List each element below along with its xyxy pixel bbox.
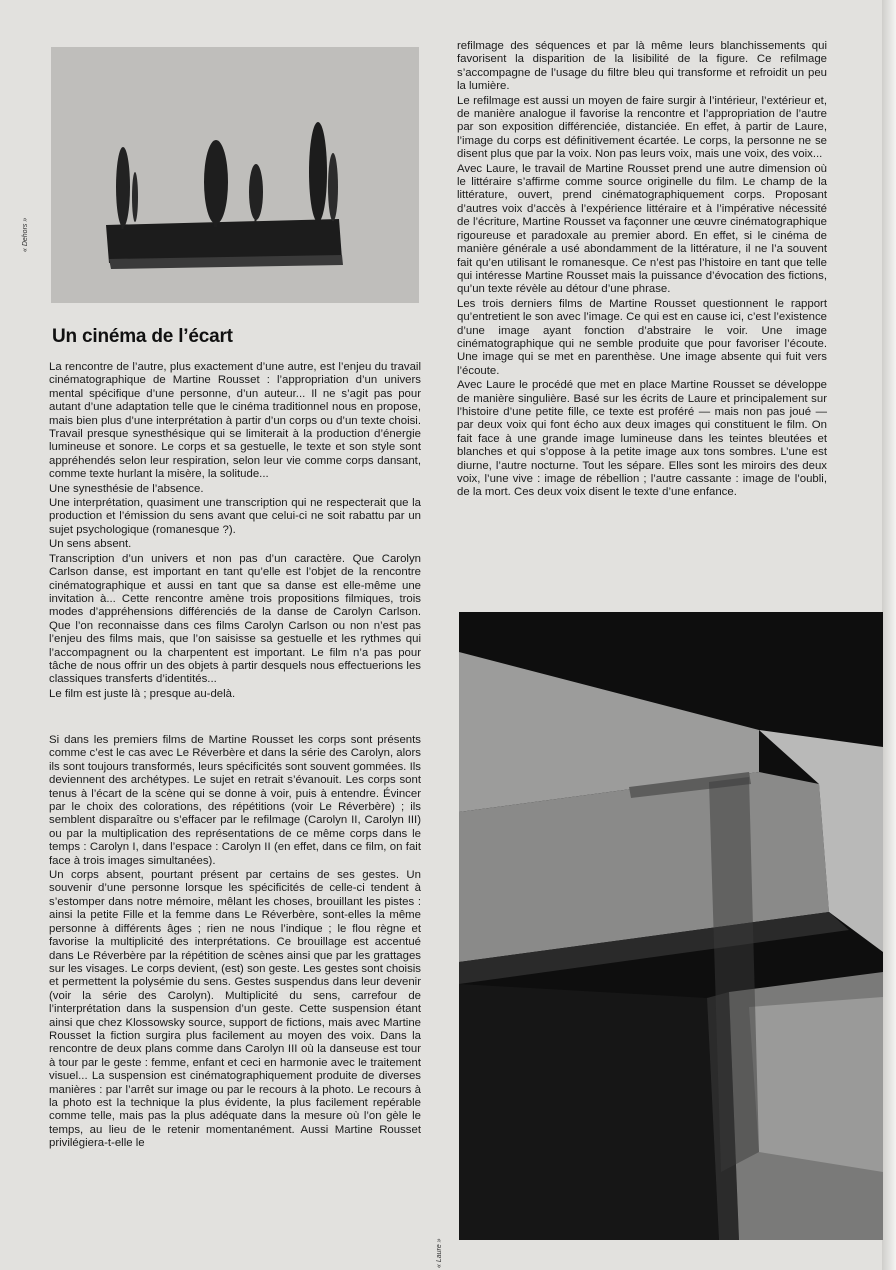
paragraph: Un sens absent. [49,538,132,551]
room-illustration [459,612,883,1240]
trees-illustration [51,47,419,303]
scan-edge [882,0,896,1270]
paragraph: La rencontre de l’autre, plus exactement d’une autre, est l’enjeu du travail cinématographique de Martine Rousset : l’appropriation d’un univers mental spécifique d’une personne, d’un auteur... Il ne s’agit pas pour autant d’une adaptation telle que le cinéma traditionnel nous en propose, mais bien plus d’une interprétation à partir d’un corps ou d’un texte choisi. Travail presque synesthésique qui se limiterait à la production d’énergie lumineuse et sonore. Le corps et sa gestuelle, le texte et son style sont appréhendés selon leur respiration, selon leur vie comme corps dansant, comme texte hurlant la misère, la solitude... [49,361,421,481]
paragraph: Le film est juste là ; presque au-delà. [49,687,236,700]
paragraph: Un corps absent, pourtant présent par certains de ses gestes. Un souvenir d’une personne lorsque les spécificités de celle-ci tendent à s’estomper dans notre mémoire, mêlant les choses, brouillant les pistes : ainsi la petite Fille et la femme dans Le Réverbère, sont-elles la même personne à différents âges ; rien ne nous l’indique ; le flou règne et favorise la multiplicité des interprétations. Ce brouillage est accentué dans Le Réverbère par la répétition de scènes ainsi que par les grattages sur les visages. Le corps devient, (est) son geste. Les gestes sont choisis et permettent la polysémie du sens. Gestes suspendus dans leur devenir (voir la série des Carolyn). Multiplicité du sens, carrefour de l’interprétation dans la suspension d’un geste. Cette suspension étant ainsi que chez Klossowsky source, support de fictions, mais avec Martine Rousset la fiction surgira plus facilement au moyen des voix. Dans la rencontre de deux plans comme dans Carolyn III où la danseuse est tour à tour par le geste : femme, enfant et ceci en harmonie avec le traitement visuel... La suspension est cinématographiquement produite de diverses manières : par l’arrêt sur image ou par le recours à la photo. Le recours à la photo est la technique la plus évidente, la plus facilement repérable comme telle, mais pas la plus adéquate dans la mesure où l’on gèle le temps, au lieu de le retenir momentanément. Aussi Martine Rousset privilégiera-t-elle le [49,869,421,1150]
paragraph: Les trois derniers films de Martine Rousset questionnent le rapport qu’entretient le son avec l’image. Ce qui est en cause ici, c’est l’existence d’une image ayant fonction d’abstraire le voir. Une image cinématographique qui ne semble produite que pour favoriser l’écoute. Une image qui se met en parenthèse. Une image absente qui fuit vers l’écoute. [457,297,827,377]
photo-caption-laure: « Laure » [436,1238,443,1268]
paragraph: Une interprétation, quasiment une transcription qui ne respecterait que la production et l’émission du sens avant que celui-ci ne soit rabattu par un sujet psychologique (romanesque ?). [49,497,421,536]
left-column-top [49,361,421,702]
paragraph: Avec Laure, le travail de Martine Rousset prend une autre dimension où le littéraire s’affirme comme source originelle du film. Le champ de la littérature, ouvert, prend cinématographiquement corps. Proposant d’autres voix d’accès à l’expérience littéraire et à l’impérative nécessité de l’écriture, Martine Rousset va façonner une œuvre cinématographique rigoureuse et paradoxale au premier abord. En effet, si le cinéma de manière générale a usé abondamment de la littérature, il ne l’a souvent fait qu’en utilisant le romanesque. Ce n’est pas l’histoire en tant que telle qui intéresse Martine Rousset mais la puissance d’évocation des fictions, qu’un texte révèle au détour d’une phrase. [457,162,827,296]
photo-laure [459,612,883,1240]
left-column-bottom [49,734,421,1152]
paragraph: Transcription d’un univers et non pas d’un caractère. Que Carolyn Carlson danse, est important en tant qu’elle est l’objet de la rencontre cinématographique et aussi en tant que sa danse est elle-même une invitation à... Cette rencontre amène trois propositions filmiques, trois modes d’appréhensions différenciés de la danse de Carolyn Carlson. Que l’on reconnaisse dans ces films Carolyn Carlson ou non n’est pas l’enjeu des films mais, que l’on saisisse sa gestuelle et les rythmes qui l’accompagnent ou la charpentent est important. Le film n’a pas pour tâche de nous offrir un des objets à partir desquels nous effectuerions les classiques transferts d’identités... [49,552,421,686]
photo-trees [51,47,419,303]
article-title: Un cinéma de l’écart [52,326,233,347]
paragraph: Si dans les premiers films de Martine Rousset les corps sont présents comme c’est le cas avec Le Réverbère et dans la série des Carolyn, alors ils sont toujours transformés, leurs spécificités sont souvent gommées. Ils deviennent des archétypes. Le sujet en retrait s’évanouit. Les corps sont tenus à l’écart de la scène qui se donne à voir, puis à entendre. Évincer par le choix des colorations, des répétitions (voir Le Réverbère) ; ils semblent disparaître ou s’effacer par le refilmage (Carolyn II, Carolyn III) ou par la multiplication des représentations de ce même corps dans le temps : Carolyn I, dans l’espace : Carolyn II (en effet, dans ce film, on fait face à trois images simultanées). [49,734,421,867]
photo-caption-dehors: « Dehors » [22,217,29,252]
paragraph: Le refilmage est aussi un moyen de faire surgir à l’intérieur, l’extérieur et, de manière analogue il favorise la rencontre et l’appropriation de l’autre par son exposition différenciée, distanciée. En effet, à partir de Laure, l’image du corps est définitivement écartée. Le corps, la personne ne se disent plus que par la voix. Non pas leurs voix, mais une voix, des voix... [457,94,827,161]
right-column [457,40,827,501]
paragraph: refilmage des séquences et par là même leurs blanchissements qui favorisent la disparition de la lisibilité de la figure. Ce refilmage s’accompagne de l’usage du filtre bleu qui transforme et refroidit un peu la lumière. [457,40,827,93]
paragraph: Une synesthésie de l’absence. [49,482,204,495]
paragraph: Avec Laure le procédé que met en place Martine Rousset se développe de manière singulière. Basé sur les écrits de Laure et principalement sur l’histoire d’une petite fille, ce texte est proféré — mais non pas joué — par deux voix qui font écho aux deux images qui constituent le film. On fait face à une grande image lumineuse dans les teintes bleutées et blanches et qui s’oppose à la petite image aux tons sombres. L’une est diurne, l’autre nocturne. Tout les sépare. Elles sont les miroirs des deux voix, l’une vive : image de rébellion ; l’autre cassante : image de l’oubli, de la mort. Ces deux voix disent le texte d’une enfance. [457,379,827,499]
